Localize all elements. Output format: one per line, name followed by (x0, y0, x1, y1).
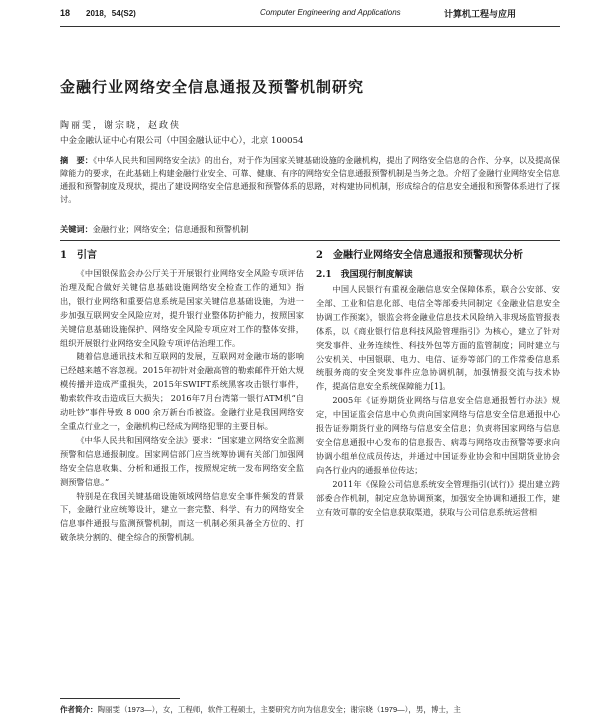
footnote-label: 作者简介： (60, 705, 98, 714)
section-1-heading: 1 引言 (60, 250, 97, 261)
keywords-text: 金融行业；网络安全；信息通报和预警机制 (92, 224, 249, 234)
header-rule (60, 26, 560, 27)
section-1-paragraph: 《中国银保监会办公厅关于开展银行业网络安全风险专项评估治理及配合做好关键信息基础设施网络安全检查工作的通知》指出，银行业网络和重要信息系统是国家关键信息基础设施，为进一步加强互联网安全风险应对，提升银行业整体防护能力，按照国家关键信息基础设施保护、网络安全风险专项应对工作的整体安排，组织开展银行业网络安全风险专项评估治理工作。 (60, 268, 304, 348)
journal-name-en: Computer Engineering and Applications (260, 8, 401, 17)
affiliation: 中金金融认证中心有限公司（中国金融认证中心），北京 100054 (60, 136, 304, 146)
section-2-heading: 2 金融行业网络安全信息通报和预警现状分析 (316, 250, 523, 261)
keywords-label: 关键词： (60, 224, 93, 234)
footnote-rule (60, 698, 180, 699)
keywords (60, 224, 560, 235)
section-1-paragraph: 《中华人民共和国网络安全法》要求：“国家建立网络安全监测预警和信息通报制度。国家网信部门应当统筹协调有关部门加强网络安全信息收集、分析和通报工作，按照规定统一发布网络安全监测预警信息。” (60, 434, 304, 487)
left-column (60, 248, 304, 545)
section-2-paragraph: 2005年《证券期货业网络与信息安全信息通报暂行办法》规定，中国证监会信息中心负责向国家网络与信息安全信息通报中心报告证券期货行业的网络与信息安全信息；负责将国家网络与信息安全信息通报中心发布的信息报告、病毒与网络攻击预警等要求向协调小组单位成员传达，并通过中国证券业协会和中国期货业协会向各行业内的通报单位传达； (316, 395, 560, 475)
section-2-paragraph: 中国人民银行有重视金融信息安全保障体系，联合公安部、安全部、工业和信息化部、电信全等部委共同制定《金融业信息安全协调工作预案》，银监会将金融业信息技术风险纳入非现场监管报表体系，以《商业银行信息科技风险管理指引》为核心，建立了针对突发事件、业务连续性、科技外包等方面的监管制度；同时建立与公安机关、中国银联、电力、电信、证券等部门的工作常委信息系统服务商的安全突发事件应急协调机制，加强情报交流与技术协作，提高信息安全系统保障能力[1]。 (316, 284, 560, 392)
running-header (60, 6, 560, 22)
authors: 陶丽雯，谢宗晓，赵政侠 (60, 121, 182, 131)
section-1-paragraph: 随着信息通讯技术和互联网的发展，互联网对金融市场的影响已经越来越不容忽视。2015年初针对金融高管的勒索邮件开始大规模传播并造成严重损失，2015年SWIFT系统黑客攻击银行事件，勒索软件攻击造成巨大损失； 2016年7月台湾第一银行ATM机“自动吐钞”事件导致 8 000 余万新台币被盗。金融行业是我国网络安全重点行业之一，金融机构已经成为网络犯罪的主要目标。 (60, 351, 304, 431)
abstract (60, 154, 560, 206)
journal-name-cn: 计算机工程与应用 (444, 9, 517, 19)
footnote-text: 陶丽雯（1973—），女，工程师，软件工程硕士，主要研究方向为信息安全；谢宗晓（1979—），男，博士，主 (97, 705, 461, 714)
author-footnote (60, 704, 560, 715)
paper-title: 金融行业网络安全信息通报及预警机制研究 (60, 78, 365, 96)
abstract-label: 摘 要： (60, 155, 94, 165)
abstract-rule (60, 240, 560, 241)
issue-info: 2018，54(S2) (86, 9, 136, 18)
abstract-text: 《中华人民共和国网络安全法》的出台，对于作为国家关键基础设施的金融机构，提出了网络安全信息的合作、分享，以及提高保障能力的要求，在此基础上构建金融行业安全、可靠、健康、有序的网络安全信息通报预警机制是当务之急。介绍了金融行业网络安全信息通报和预警制度及现状，提出了建设网络安全信息通报和预警体系的思路，对构建协同机制，形成综合的信息安全通报和预警体系进行了探讨。 (60, 155, 560, 204)
right-column (316, 248, 560, 519)
section-2-paragraph: 2011年《保险公司信息系统安全管理指引(试行)》提出建立跨部委合作机制，制定应急协调预案，加强安全协调和通报工作，建立有效可靠的安全信息获取渠道，获取与公司信息系统运营相 (316, 478, 560, 517)
page-number: 18 (60, 8, 71, 18)
section-2-1-heading: 2.1 我国现行制度解读 (316, 270, 413, 280)
section-1-paragraph: 特别是在我国关键基础设施领域网络信息安全事件频发的背景下，金融行业应统筹设计，建立一套完整、科学、有力的网络安全信息事件通报与监测预警机制，而这一机制必须具备全方位的、打破条块分割的、健全综合的预警机制。 (60, 490, 304, 543)
